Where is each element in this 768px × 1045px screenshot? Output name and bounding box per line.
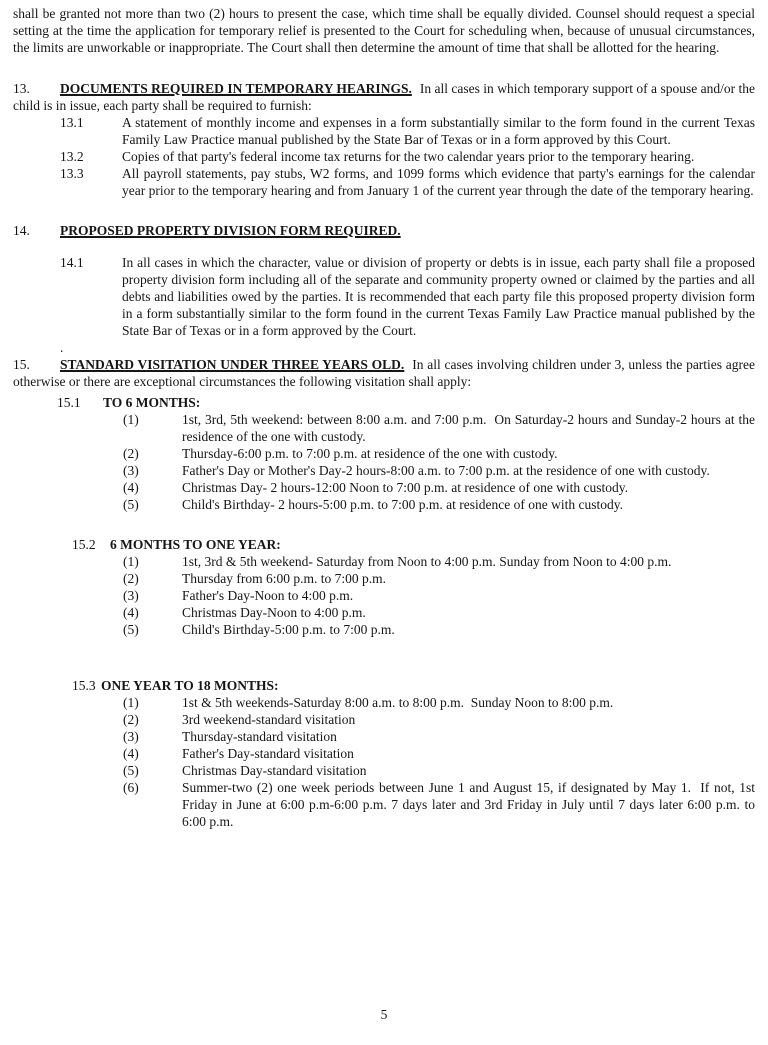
item-number: (5) bbox=[123, 622, 139, 637]
item-text: Child's Birthday-5:00 p.m. to 7:00 p.m. bbox=[182, 622, 395, 637]
item-text: 1st, 3rd & 5th weekend- Saturday from Noon to 4:00 p.m. Sunday from Noon to 4:00 p.m. bbox=[182, 554, 672, 569]
clause-number: 14.1 bbox=[60, 255, 84, 270]
clause-text: A statement of monthly income and expenses in a form substantially similar to the form found in the current Texas Family Law Practice manual published by the State Bar of Texas or in a form approved by this Court. bbox=[122, 115, 755, 147]
clause-number: 13.3 bbox=[60, 166, 84, 181]
item-number: (4) bbox=[123, 480, 139, 495]
visitation-item-15-3-6 bbox=[13, 779, 755, 830]
item-number: (2) bbox=[123, 712, 139, 727]
visitation-item-15-2-5 bbox=[13, 621, 755, 638]
subsection-number: 15.2 bbox=[72, 537, 96, 552]
item-number: (5) bbox=[123, 763, 139, 778]
item-text: Christmas Day- 2 hours-12:00 Noon to 7:00 p.m. at residence of one with custody. bbox=[182, 480, 629, 495]
subsection-number: 15.1 bbox=[57, 395, 81, 410]
clause-number: 13.1 bbox=[60, 115, 84, 130]
item-text: Child's Birthday- 2 hours-5:00 p.m. to 7:00 p.m. at residence of one with custody. bbox=[182, 497, 623, 512]
item-text: Thursday from 6:00 p.m. to 7:00 p.m. bbox=[182, 571, 386, 586]
continuation-paragraph: shall be granted not more than two (2) hours to present the case, which time shall be equally divided. Counsel should request a special setting at the time the application for temporary relief is presented to the Court for scheduling when, because of unusual circumstances, the limits are unworkable or inappropriate. The Court shall then determine the amount of time that shall be allotted for the hearing. bbox=[13, 6, 755, 55]
item-text: Christmas Day-Noon to 4:00 p.m. bbox=[182, 605, 366, 620]
visitation-item-15-2-4 bbox=[13, 604, 755, 621]
visitation-item-15-3-1 bbox=[13, 694, 755, 711]
clause-text: Copies of that party's federal income tax returns for the two calendar years prior to the temporary hearing. bbox=[122, 149, 695, 164]
clause-text: All payroll statements, pay stubs, W2 forms, and 1099 forms which evidence that party's earnings for the calendar year prior to the temporary hearing and from January 1 of the current year through the date of the temporary hearing. bbox=[122, 166, 755, 198]
section-15-heading bbox=[13, 356, 755, 390]
visitation-item-15-1-4 bbox=[13, 479, 755, 496]
section-13-intro: In all cases in which temporary support of a spouse and/or the child is in issue, each party shall be required to furnish: bbox=[13, 81, 755, 113]
subsection-title: ONE YEAR TO 18 MONTHS: bbox=[101, 678, 279, 693]
item-text: 1st & 5th weekends-Saturday 8:00 a.m. to 8:00 p.m. Sunday Noon to 8:00 p.m. bbox=[182, 695, 614, 710]
visitation-item-15-1-2 bbox=[13, 445, 755, 462]
section-15-title: STANDARD VISITATION UNDER THREE YEARS OLD. bbox=[60, 357, 405, 372]
visitation-item-15-3-3 bbox=[13, 728, 755, 745]
subsection-title: 6 MONTHS TO ONE YEAR: bbox=[110, 537, 281, 552]
item-number: (5) bbox=[123, 497, 139, 512]
visitation-item-15-1-1 bbox=[13, 411, 755, 445]
section-14-heading bbox=[13, 222, 755, 239]
section-13-heading bbox=[13, 80, 755, 114]
clause-13-1 bbox=[13, 114, 755, 148]
item-number: (1) bbox=[123, 554, 139, 569]
subsection-15-3-heading bbox=[72, 677, 755, 694]
item-text: Father's Day-standard visitation bbox=[182, 746, 354, 761]
visitation-item-15-3-5 bbox=[13, 762, 755, 779]
section-13-number: 13. bbox=[13, 81, 30, 96]
visitation-item-15-2-3 bbox=[13, 587, 755, 604]
item-number: (1) bbox=[123, 412, 139, 427]
clause-13-3 bbox=[13, 165, 755, 199]
visitation-item-15-2-2 bbox=[13, 570, 755, 587]
item-number: (6) bbox=[123, 780, 139, 795]
section-13-title: DOCUMENTS REQUIRED IN TEMPORARY HEARINGS. bbox=[60, 81, 412, 96]
item-number: (3) bbox=[123, 588, 139, 603]
subsection-15-1-heading bbox=[57, 394, 755, 411]
subsection-title: TO 6 MONTHS: bbox=[103, 395, 201, 410]
section-14-number: 14. bbox=[13, 223, 30, 238]
section-15-intro: In all cases involving children under 3, unless the parties agree otherwise or there are exceptional circumstances the following visitation shall apply: bbox=[13, 357, 755, 389]
item-number: (4) bbox=[123, 605, 139, 620]
page-number: 5 bbox=[380, 1007, 388, 1022]
section-15-number: 15. bbox=[13, 357, 30, 372]
visitation-item-15-3-2 bbox=[13, 711, 755, 728]
clause-13-2 bbox=[13, 148, 755, 165]
item-number: (3) bbox=[123, 729, 139, 744]
item-number: (3) bbox=[123, 463, 139, 478]
clause-number: 13.2 bbox=[60, 149, 84, 164]
item-text: Thursday-6:00 p.m. to 7:00 p.m. at residence of the one with custody. bbox=[182, 446, 558, 461]
item-number: (2) bbox=[123, 571, 139, 586]
subsection-number: 15.3 bbox=[72, 678, 96, 693]
visitation-item-15-3-4 bbox=[13, 745, 755, 762]
item-text: Thursday-standard visitation bbox=[182, 729, 337, 744]
item-number: (4) bbox=[123, 746, 139, 761]
item-text: 1st, 3rd, 5th weekend: between 8:00 a.m. and 7:00 p.m. On Saturday-2 hours and Sunday-2 hours at the residence of the one with custody. bbox=[182, 412, 755, 444]
section-14-title: PROPOSED PROPERTY DIVISION FORM REQUIRED. bbox=[60, 223, 401, 238]
item-number: (1) bbox=[123, 695, 139, 710]
clause-text: In all cases in which the character, value or division of property or debts is in issue, each party shall file a proposed property division form including all of the separate and community property owned or claimed by the parties and all debts and liabilities owed by the parties. It is recommended that each party file this proposed property division form in a form substantially similar to the form found in the current Texas Family Law Practice manual published by the State Bar of Texas or in a form approved by the Court. bbox=[122, 255, 755, 338]
item-text: Father's Day-Noon to 4:00 p.m. bbox=[182, 588, 354, 603]
visitation-item-15-1-3 bbox=[13, 462, 755, 479]
clause-14-1 bbox=[13, 254, 755, 339]
item-number: (2) bbox=[123, 446, 139, 461]
item-text: Christmas Day-standard visitation bbox=[182, 763, 367, 778]
subsection-15-2-heading bbox=[72, 536, 755, 553]
stray-period: . bbox=[60, 340, 64, 355]
item-text: Summer-two (2) one week periods between June 1 and August 15, if designated by May 1. If not, 1st Friday in June at 6:00 p.m-6:00 p.m. 7 days later and 3rd Friday in July until 7 days later 6:00 p.m. to 6:00 p.m. bbox=[182, 780, 755, 829]
item-text: 3rd weekend-standard visitation bbox=[182, 712, 356, 727]
visitation-item-15-2-1 bbox=[13, 553, 755, 570]
item-text: Father's Day or Mother's Day-2 hours-8:00 a.m. to 7:00 p.m. at the residence of one with custody. bbox=[182, 463, 710, 478]
visitation-item-15-1-5 bbox=[13, 496, 755, 513]
